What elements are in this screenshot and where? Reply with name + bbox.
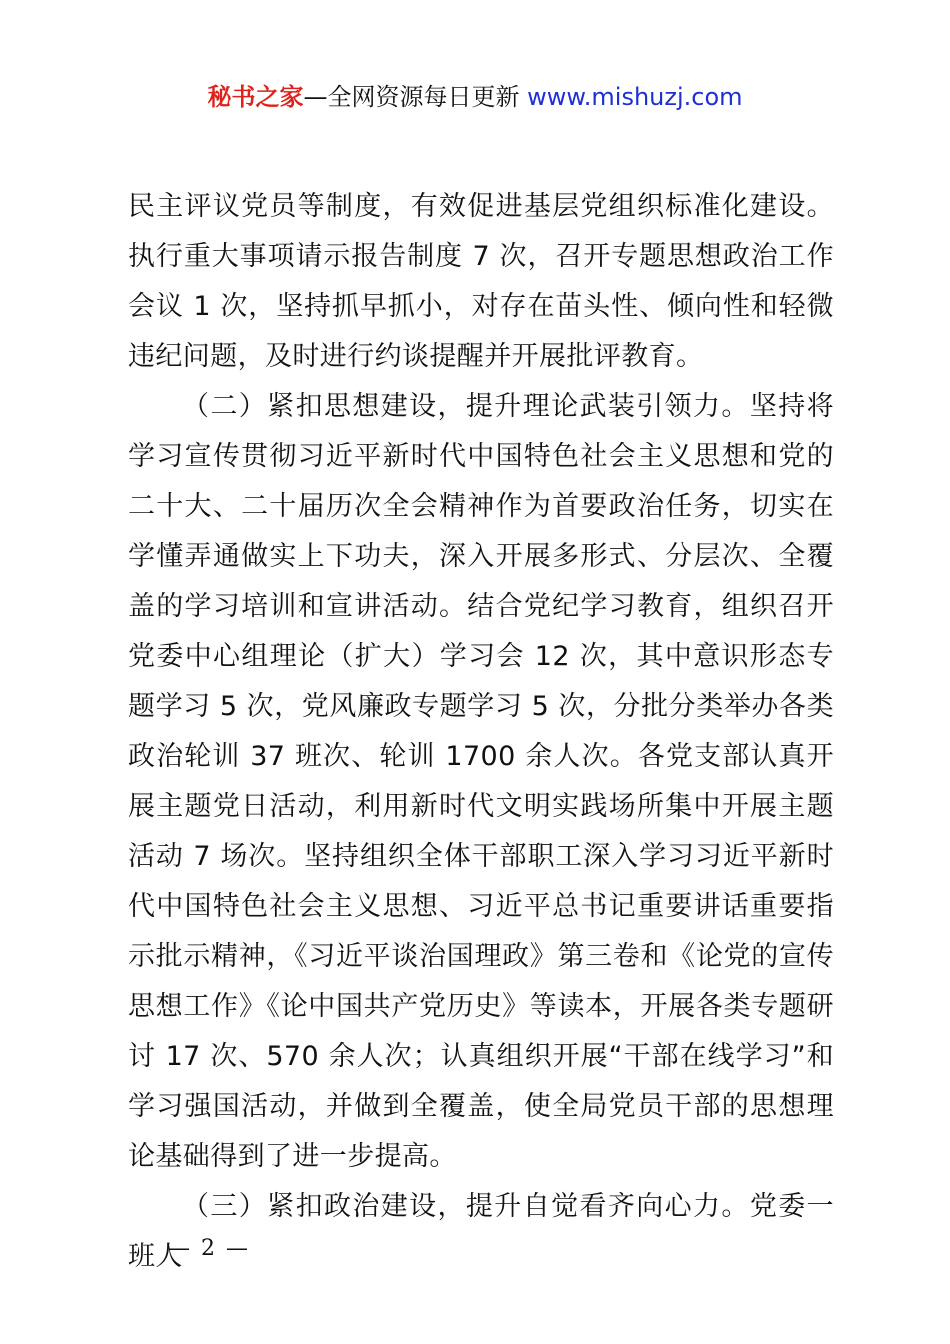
site-banner (0, 80, 950, 114)
paragraph: （三）紧扣政治建设，提升自觉看齐向心力。党委一班人 (128, 1191, 834, 1272)
banner-slogan: —全网资源每日更新 (303, 83, 520, 111)
paragraph: 民主评议党员等制度，有效促进基层党组织标准化建设。执行重大事项请示报告制度 7 次，召开专题思想政治工作会议 1 次，坚持抓早抓小，对存在苗头性、倾向性和轻微违纪问题，及时进行约谈提醒并开展批评教育。 (128, 191, 834, 372)
paragraph: （二）紧扣思想建设，提升理论武装引领力。坚持将学习宣传贯彻习近平新时代中国特色社会主义思想和党的二十大、二十届历次全会精神作为首要政治任务，切实在学懂弄通做实上下功夫，深入开展多形式、分层次、全覆盖的学习培训和宣讲活动。结合党纪学习教育，组织召开党委中心组理论（扩大）学习会 12 次，其中意识形态专题学习 5 次，党风廉政专题学习 5 次，分批分类举办各类政治轮训 37 班次、轮训 1700 余人次。各党支部认真开展主题党日活动，利用新时代文明实践场所集中开展主题活动 7 场次。坚持组织全体干部职工深入学习习近平新时代中国特色社会主义思想、习近平总书记重要讲话重要指示批示精神，《习近平谈治国理政》第三卷和《论党的宣传思想工作》《论中国共产党历史》等读本，开展各类专题研讨 17 次、570 余人次；认真组织开展“干部在线学习”和学习强国活动，并做到全覆盖，使全局党员干部的思想理论基础得到了进一步提高。 (128, 391, 834, 1172)
brand-name: 秘书之家 (207, 83, 304, 111)
site-url-link[interactable]: www.mishuzj.com (527, 83, 743, 111)
document-body (128, 182, 834, 1282)
page-number: — 2 — (168, 1236, 250, 1261)
